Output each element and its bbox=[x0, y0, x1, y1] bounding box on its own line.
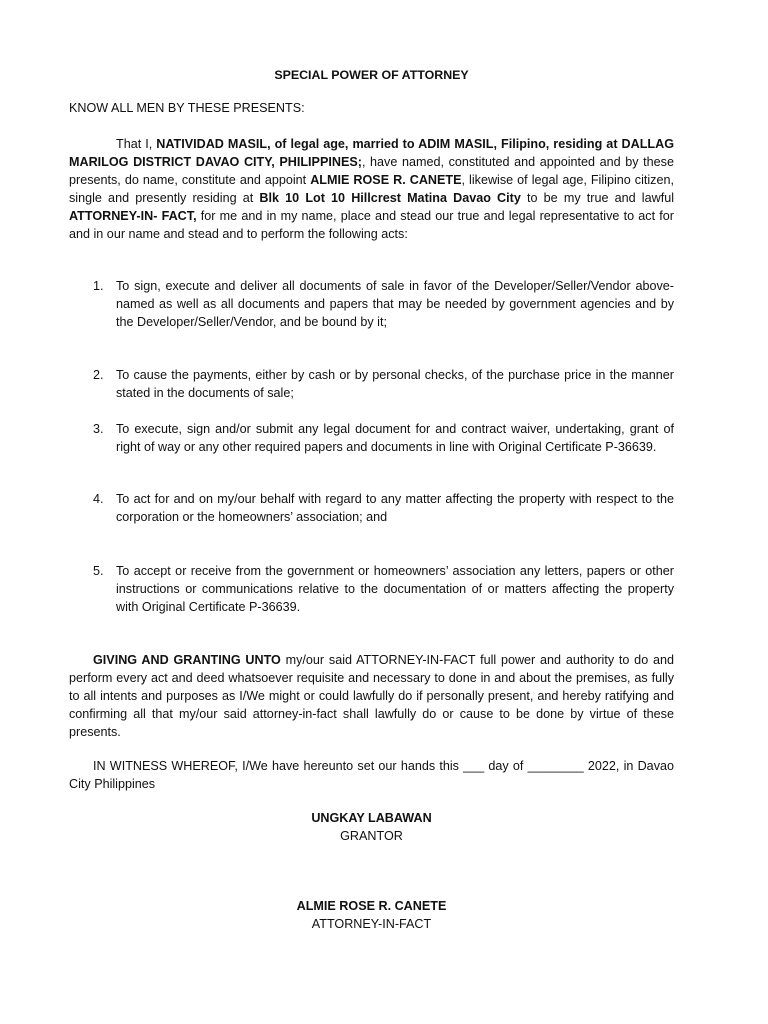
granting-paragraph bbox=[69, 651, 674, 741]
list-item-text: To accept or receive from the government or homeowners’ association any letters, papers or other instructions or communications relative to the documentation of or matters affecting the property with Original Certificate P-36639. bbox=[116, 564, 674, 614]
list-item bbox=[93, 366, 674, 402]
granting-lead: GIVING AND GRANTING UNTO bbox=[93, 653, 281, 667]
list-item-text: To sign, execute and deliver all documents of sale in favor of the Developer/Seller/Vendor above-named as well as all documents and papers that may be needed by government agencies and by the Developer/Seller/Vendor, and be bound by it; bbox=[116, 279, 674, 329]
list-item-text: To cause the payments, either by cash or by personal checks, of the purchase price in the manner stated in the documents of sale; bbox=[116, 368, 674, 400]
intro-paragraph bbox=[69, 135, 674, 243]
grantor-name: UNGKAY LABAWAN bbox=[311, 811, 432, 825]
list-item bbox=[93, 420, 674, 456]
intro-text-2: , have named, constituted and appointed and by these presents, do name, constitute and appoint bbox=[69, 155, 674, 187]
grantor-role: GRANTOR bbox=[340, 829, 403, 843]
attorney-signature-name: ALMIE ROSE R. CANETE bbox=[296, 899, 447, 913]
list-item-number: 5. bbox=[93, 564, 104, 578]
list-item-number: 4. bbox=[93, 492, 104, 506]
list-item-number: 1. bbox=[93, 279, 104, 293]
attorney-name: ALMIE ROSE R. CANETE bbox=[310, 173, 462, 187]
list-item bbox=[93, 277, 674, 331]
attorney-signature-role: ATTORNEY-IN-FACT bbox=[311, 917, 432, 931]
list-item bbox=[93, 490, 674, 526]
intro-text-3: , likewise of legal age, Filipino citizen, single and presently residing at bbox=[69, 173, 674, 205]
list-item-number: 2. bbox=[93, 368, 104, 382]
list-item-text: To execute, sign and/or submit any legal document for and contract waiver, undertaking, grant of right of way or any other required papers and documents in line with Original Certificate P-36639. bbox=[116, 422, 674, 454]
grantor-signature-block bbox=[69, 809, 674, 845]
list-item-number: 3. bbox=[93, 422, 104, 436]
attorney-role: ATTORNEY-IN- FACT, bbox=[69, 209, 197, 223]
list-item bbox=[93, 562, 674, 616]
attorney-address: Blk 10 Lot 10 Hillcrest Matina Davao City bbox=[259, 191, 521, 205]
grantor-details: NATIVIDAD MASIL, of legal age, married to ADIM MASIL, Filipino, residing at DALLAG MARILOG DISTRICT DAVAO CITY, PHILIPPINES; bbox=[69, 137, 674, 169]
attorney-signature-block bbox=[69, 897, 674, 933]
intro-text-5: for me and in my name, place and stead our true and legal representative to act for and in our name and stead and to perform the following acts: bbox=[69, 209, 674, 241]
salutation: KNOW ALL MEN BY THESE PRESENTS: bbox=[69, 101, 305, 115]
document-title: SPECIAL POWER OF ATTORNEY bbox=[274, 68, 469, 82]
witness-paragraph: IN WITNESS WHEREOF, I/We have hereunto set our hands this ___ day of ________ 2022, in Davao City Philippines bbox=[69, 759, 674, 791]
intro-text-1: That I, bbox=[116, 137, 157, 151]
granting-text: my/our said ATTORNEY-IN-FACT full power and authority to do and perform every act and deed whatsoever requisite and necessary to done in and about the premises, as fully to all intents and purposes as I/We might or could lawfully do if personally present, and hereby ratifying and confirming all that my/our said attorney-in-fact shall lawfully do or cause to be done by virtue of these presents. bbox=[69, 653, 674, 739]
intro-text-4: to be my true and lawful bbox=[520, 191, 674, 205]
list-item-text: To act for and on my/our behalf with regard to any matter affecting the property with respect to the corporation or the homeowners’ association; and bbox=[116, 492, 674, 524]
